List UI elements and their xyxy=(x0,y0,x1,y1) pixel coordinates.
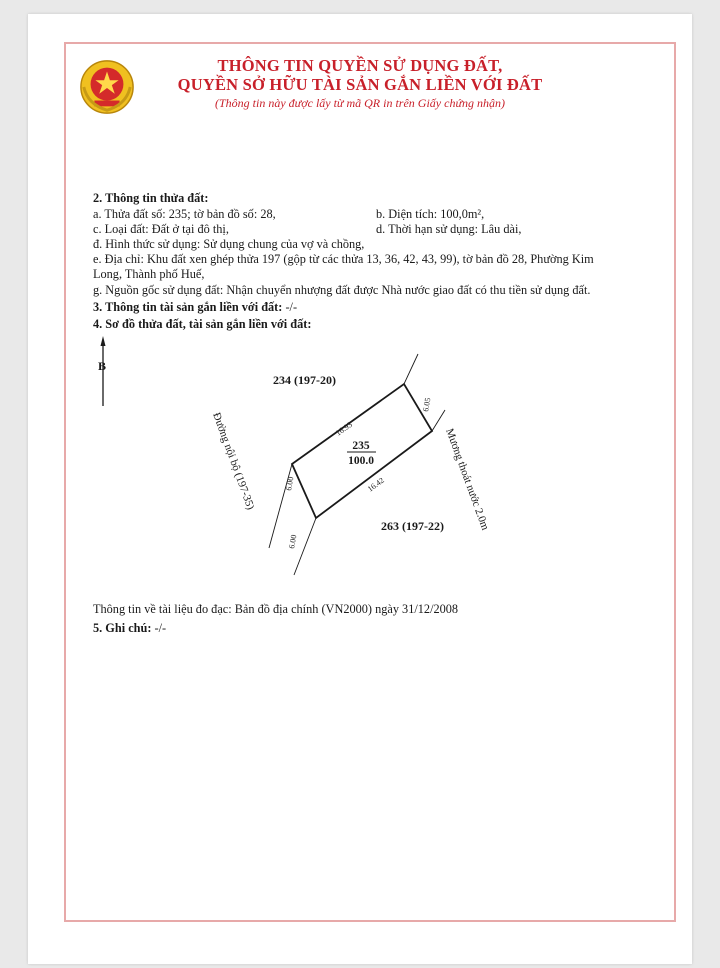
north-arrow-head xyxy=(101,336,106,346)
section3-value: -/- xyxy=(282,300,298,314)
area-line: b. Diện tích: 100,0m², xyxy=(376,207,485,221)
boundary-extension-top xyxy=(404,354,418,384)
parcel-number: 235 xyxy=(352,440,370,452)
edge-right-length: 6.05 xyxy=(421,396,433,413)
edge-bottom-length: 16.42 xyxy=(365,475,386,494)
parcel-diagram xyxy=(90,330,530,590)
neighbor-bottom-label: 263 (197-22) xyxy=(381,519,444,533)
edge-left-length: 6.00 xyxy=(284,475,296,492)
usage-term-line: d. Thời hạn sử dụng: Lâu dài, xyxy=(376,222,522,236)
road-left-label: Đường nội bộ (197-35) xyxy=(210,410,257,512)
section5-line xyxy=(93,621,166,636)
address-line1: e. Địa chỉ: Khu đất xen ghép thửa 197 (gộp từ các thửa 13, 36, 42, 43, 99), tờ bản đồ 28, Phường Kim xyxy=(93,252,594,266)
section4-heading: 4. Sơ đồ thửa đất, tài sản gắn liền với đất: xyxy=(93,317,312,331)
road-width-length: 6.00 xyxy=(287,533,299,550)
parcel-area: 100.0 xyxy=(348,455,374,467)
north-label: B xyxy=(98,359,107,373)
document-title-line2: QUYỀN SỞ HỮU TÀI SẢN GẮN LIỀN VỚI ĐẤT xyxy=(177,75,543,94)
neighbor-top-label: 234 (197-20) xyxy=(273,373,336,387)
usage-form-line: đ. Hình thức sử dụng: Sử dụng chung của vợ và chồng, xyxy=(93,237,365,251)
land-type-line: c. Loại đất: Đất ở tại đô thị, xyxy=(93,222,229,236)
document-title-line1: THÔNG TIN QUYỀN SỬ DỤNG ĐẤT, xyxy=(217,56,503,75)
parcel-number-line: a. Thửa đất số: 235; tờ bản đồ số: 28, xyxy=(93,207,276,221)
section3-heading: 3. Thông tin tài sản gắn liền với đất: xyxy=(93,300,283,314)
section5-value: -/- xyxy=(151,621,167,635)
document-subtitle: (Thông tin này được lấy từ mã QR in trên Giấy chứng nhận) xyxy=(215,96,505,110)
boundary-extension-right xyxy=(432,410,445,431)
address-line2: Long, Thành phố Huế, xyxy=(93,267,205,281)
section3-line xyxy=(93,300,297,315)
origin-line: g. Nguồn gốc sử dụng đất: Nhận chuyển nhượng đất được Nhà nước giao đất có thu tiền sử dụng đất. xyxy=(93,283,591,297)
section5-heading: 5. Ghi chú: xyxy=(93,621,152,635)
road-edge-line xyxy=(294,518,316,575)
survey-info: Thông tin về tài liệu đo đạc: Bản đồ địa chính (VN2000) ngày 31/12/2008 xyxy=(93,602,459,616)
edge-top-length: 16.93 xyxy=(333,419,354,438)
road-right-label: Mương thoát nước 2.0m xyxy=(443,426,492,532)
section2-heading: 2. Thông tin thửa đất: xyxy=(93,191,209,205)
